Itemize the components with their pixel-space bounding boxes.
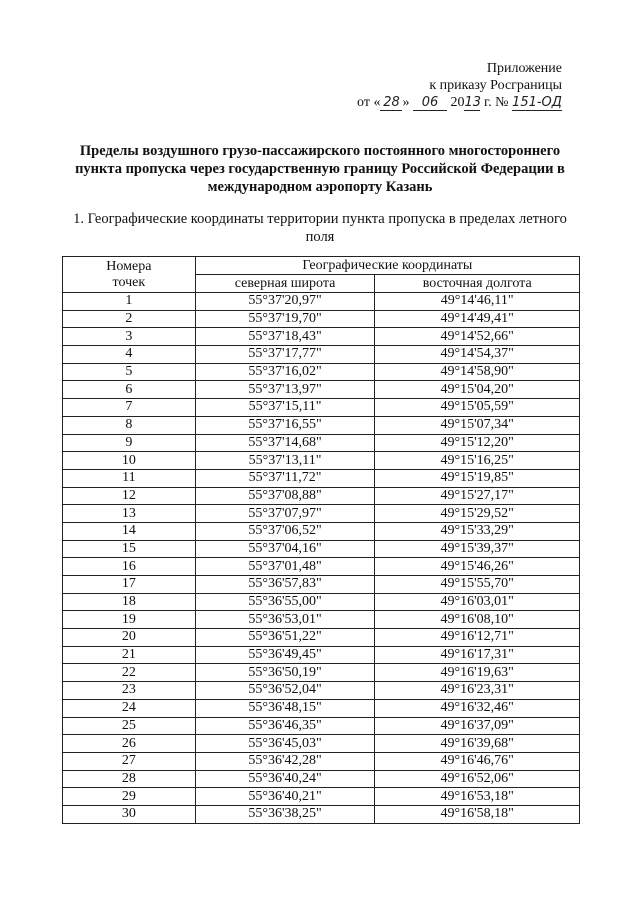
point-number-cell: 27 [63,752,196,770]
appendix-order-ref: к приказу Росграницы [429,78,562,93]
table-row [63,540,580,558]
table-row [63,699,580,717]
longitude-cell: 49°15'04,20" [375,381,580,399]
longitude-cell: 49°16'19,63" [375,664,580,682]
latitude-cell: 55°37'16,02" [195,363,375,381]
point-number-cell: 9 [63,434,196,452]
point-number-cell: 19 [63,611,196,629]
longitude-cell: 49°16'08,10" [375,611,580,629]
latitude-cell: 55°37'16,55" [195,416,375,434]
table-row [63,469,580,487]
longitude-cell: 49°16'17,31" [375,646,580,664]
point-number-cell: 12 [63,487,196,505]
longitude-cell: 49°14'58,90" [375,363,580,381]
table-row [63,558,580,576]
latitude-cell: 55°37'14,68" [195,434,375,452]
table-row [63,434,580,452]
longitude-cell: 49°16'32,46" [375,699,580,717]
point-number-cell: 6 [63,381,196,399]
longitude-cell: 49°15'55,70" [375,576,580,594]
longitude-cell: 49°15'33,29" [375,522,580,540]
table-row [63,346,580,364]
point-number-cell: 10 [63,452,196,470]
table-row [63,646,580,664]
table-row [63,452,580,470]
latitude-cell: 55°37'13,11" [195,452,375,470]
point-number-cell: 2 [63,310,196,328]
table-row [63,770,580,788]
point-number-cell: 23 [63,682,196,700]
latitude-cell: 55°37'07,97" [195,505,375,523]
latitude-cell: 55°36'40,24" [195,770,375,788]
longitude-cell: 49°15'07,34" [375,416,580,434]
point-number-cell: 15 [63,540,196,558]
coords-group-header: Географические координаты [195,257,579,275]
point-number-cell: 17 [63,576,196,594]
point-number-cell: 22 [63,664,196,682]
table-row [63,416,580,434]
points-header-line1: Номера [106,258,152,274]
document-title: Пределы воздушного грузо-пассажирского постоянного многостороннего пункта пропуска через государственную границу Российской Федерации в международном аэропорту Казань [75,143,565,195]
latitude-cell: 55°36'38,25" [195,805,375,823]
point-number-cell: 1 [63,293,196,311]
point-number-cell: 14 [63,522,196,540]
point-number-cell: 7 [63,399,196,417]
table-header-row [63,257,580,275]
latitude-cell: 55°36'55,00" [195,593,375,611]
longitude-cell: 49°16'53,18" [375,788,580,806]
longitude-cell: 49°15'46,26" [375,558,580,576]
latitude-cell: 55°36'40,21" [195,788,375,806]
coordinates-table [62,256,580,824]
longitude-cell: 49°15'29,52" [375,505,580,523]
latitude-cell: 55°37'04,16" [195,540,375,558]
appendix-block [357,60,562,111]
table-row [63,805,580,823]
point-number-cell: 4 [63,346,196,364]
point-number-cell: 24 [63,699,196,717]
point-number-cell: 26 [63,735,196,753]
table-row [63,399,580,417]
longitude-cell: 49°14'49,41" [375,310,580,328]
point-number-cell: 5 [63,363,196,381]
latitude-cell: 55°36'48,15" [195,699,375,717]
point-number-cell: 25 [63,717,196,735]
point-number-cell: 21 [63,646,196,664]
section-heading: 1. Географические координаты территории пункта пропуска в пределах летного поля [73,211,567,245]
table-row [63,310,580,328]
latitude-cell: 55°36'52,04" [195,682,375,700]
year-prefix: 20 [450,95,465,110]
handwritten-order-number: 151-ОД [512,95,562,110]
date-quote-close: » [402,95,410,110]
longitude-cell: 49°15'19,85" [375,469,580,487]
table-row [63,611,580,629]
table-row [63,381,580,399]
longitude-cell: 49°15'16,25" [375,452,580,470]
latitude-cell: 55°36'42,28" [195,752,375,770]
point-number-cell: 29 [63,788,196,806]
point-number-cell: 13 [63,505,196,523]
table-row [63,363,580,381]
longitude-cell: 49°16'46,76" [375,752,580,770]
longitude-cell: 49°15'12,20" [375,434,580,452]
table-row [63,522,580,540]
appendix-label: Приложение [486,61,562,76]
table-row [63,717,580,735]
longitude-cell: 49°16'23,31" [375,682,580,700]
longitude-cell: 49°16'39,68" [375,735,580,753]
latitude-cell: 55°37'19,70" [195,310,375,328]
point-number-cell: 11 [63,469,196,487]
latitude-cell: 55°36'49,45" [195,646,375,664]
longitude-header: восточная долгота [375,275,580,293]
appendix-date-line [357,94,562,111]
latitude-cell: 55°36'50,19" [195,664,375,682]
table-row [63,629,580,647]
latitude-cell: 55°37'06,52" [195,522,375,540]
table-row [63,664,580,682]
latitude-cell: 55°36'45,03" [195,735,375,753]
longitude-cell: 49°14'46,11" [375,293,580,311]
latitude-cell: 55°37'13,97" [195,381,375,399]
handwritten-month: 06 [413,96,447,111]
latitude-cell: 55°37'15,11" [195,399,375,417]
point-number-cell: 8 [63,416,196,434]
table-row [63,576,580,594]
latitude-cell: 55°37'17,77" [195,346,375,364]
longitude-cell: 49°14'52,66" [375,328,580,346]
latitude-cell: 55°36'53,01" [195,611,375,629]
date-prefix: от « [357,95,381,110]
table-body [63,293,580,824]
table-row [63,593,580,611]
point-number-cell: 16 [63,558,196,576]
latitude-cell: 55°36'57,83" [195,576,375,594]
latitude-cell: 55°37'08,88" [195,487,375,505]
latitude-header: северная широта [195,275,375,293]
latitude-cell: 55°37'18,43" [195,328,375,346]
table-row [63,682,580,700]
table-row [63,328,580,346]
handwritten-day: 28 [380,96,402,111]
point-number-cell: 20 [63,629,196,647]
longitude-cell: 49°16'52,06" [375,770,580,788]
number-label: г. № [483,95,509,110]
table-row [63,735,580,753]
longitude-cell: 49°16'12,71" [375,629,580,647]
point-number-cell: 3 [63,328,196,346]
longitude-cell: 49°16'37,09" [375,717,580,735]
handwritten-year-suffix: 13 [464,95,482,110]
longitude-cell: 49°16'03,01" [375,593,580,611]
point-number-cell: 30 [63,805,196,823]
table-row [63,487,580,505]
table-row [63,293,580,311]
table-row [63,505,580,523]
table-row [63,788,580,806]
latitude-cell: 55°37'11,72" [195,469,375,487]
longitude-cell: 49°15'39,37" [375,540,580,558]
longitude-cell: 49°16'58,18" [375,805,580,823]
latitude-cell: 55°36'46,35" [195,717,375,735]
table-row [63,752,580,770]
point-number-cell: 18 [63,593,196,611]
point-number-cell: 28 [63,770,196,788]
longitude-cell: 49°15'27,17" [375,487,580,505]
latitude-cell: 55°37'20,97" [195,293,375,311]
points-column-header [63,257,196,293]
longitude-cell: 49°15'05,59" [375,399,580,417]
longitude-cell: 49°14'54,37" [375,346,580,364]
latitude-cell: 55°36'51,22" [195,629,375,647]
latitude-cell: 55°37'01,48" [195,558,375,576]
points-header-line2: точек [112,274,146,290]
